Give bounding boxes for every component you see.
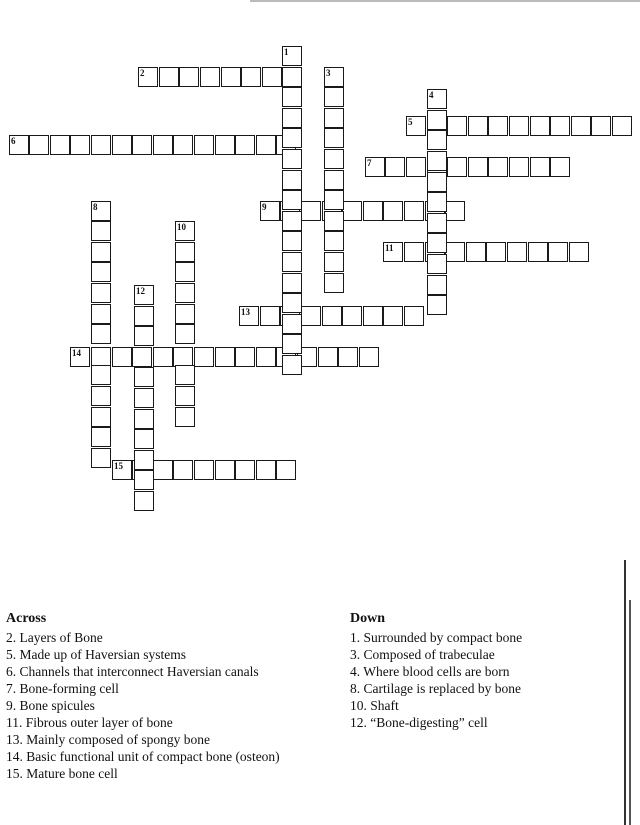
grid-cell[interactable] [468,116,488,136]
grid-cell[interactable] [282,231,302,251]
grid-cell[interactable] [235,460,255,480]
grid-cell[interactable] [548,242,568,262]
across-clue-11: 11. Fibrous outer layer of bone [6,715,173,730]
grid-cell[interactable] [112,347,132,367]
clue-number-11: 11 [385,243,394,253]
grid-cell[interactable] [282,252,302,272]
clue-number-5: 5 [408,117,413,127]
across-clue-15: 15. Mature bone cell [6,766,118,781]
grid-cell[interactable] [318,347,338,367]
grid-cell[interactable] [282,108,302,128]
grid-cell[interactable] [427,254,447,274]
grid-cell[interactable] [175,304,195,324]
grid-cell[interactable] [322,306,342,326]
grid-cell[interactable] [385,157,405,177]
grid-cell[interactable] [175,407,195,427]
grid-cell[interactable] [427,275,447,295]
grid-cell[interactable] [153,347,173,367]
grid-cell[interactable] [91,242,111,262]
grid-cell[interactable] [509,116,529,136]
clue-number-7: 7 [367,158,372,168]
grid-cell[interactable] [324,87,344,107]
grid-cell[interactable] [173,135,193,155]
grid-cell[interactable] [241,67,261,87]
grid-cell[interactable] [427,213,447,233]
clue-number-3: 3 [326,68,331,78]
grid-cell[interactable] [530,157,550,177]
grid-cell[interactable] [282,170,302,190]
grid-cell[interactable] [282,273,302,293]
grid-cell[interactable] [179,67,199,87]
grid-cell[interactable] [91,448,111,468]
grid-cell[interactable] [200,67,220,87]
grid-cell[interactable] [134,326,154,346]
grid-cell[interactable] [175,283,195,303]
grid-cell[interactable] [324,252,344,272]
grid-cell[interactable] [507,242,527,262]
clue-number-4: 4 [429,90,434,100]
grid-cell[interactable] [256,135,276,155]
grid-cell[interactable] [282,334,302,354]
grid-cell[interactable] [427,151,447,171]
grid-cell[interactable] [91,283,111,303]
grid-cell[interactable] [427,172,447,192]
grid-cell[interactable] [486,242,506,262]
across-clue-7: 7. Bone-forming cell [6,681,119,696]
grid-cell[interactable] [159,67,179,87]
down-clue-1: 1. Surrounded by compact bone [350,630,523,645]
grid-cell[interactable] [342,201,362,221]
across-clue-2: 2. Layers of Bone [6,630,103,645]
grid-cell[interactable] [324,211,344,231]
grid-cell[interactable] [301,201,321,221]
grid-cell[interactable] [112,135,132,155]
grid-cell[interactable] [260,306,280,326]
grid-cell[interactable] [175,324,195,344]
grid-cell[interactable] [91,407,111,427]
grid-cell[interactable] [91,324,111,344]
grid-cell[interactable] [134,491,154,511]
grid-cell[interactable] [173,460,193,480]
clue-number-10: 10 [177,222,186,232]
grid-cell[interactable] [175,262,195,282]
down-heading: Down [350,611,386,626]
grid-cell[interactable] [282,87,302,107]
grid-cell[interactable] [324,149,344,169]
grid-cell[interactable] [427,110,447,130]
grid-cell[interactable] [282,293,302,313]
grid-cell[interactable] [50,135,70,155]
grid-cell[interactable] [175,242,195,262]
grid-cell[interactable] [194,135,214,155]
grid-cell[interactable] [404,306,424,326]
down-clues [350,610,522,731]
grid-cell[interactable] [324,128,344,148]
grid-cell[interactable] [488,116,508,136]
grid-cell[interactable] [29,135,49,155]
grid-cell[interactable] [324,170,344,190]
grid-cell[interactable] [194,347,214,367]
grid-cell[interactable] [134,388,154,408]
grid-cell[interactable] [612,116,632,136]
grid-cell[interactable] [363,306,383,326]
grid-cell[interactable] [550,157,570,177]
grid-cell[interactable] [363,201,383,221]
across-clue-5: 5. Made up of Haversian systems [6,647,186,662]
grid-cell[interactable] [235,347,255,367]
grid-cell[interactable] [383,201,403,221]
grid-cell[interactable] [528,242,548,262]
grid-cell[interactable] [91,221,111,241]
grid-cell[interactable] [132,135,152,155]
grid-cell[interactable] [262,67,282,87]
grid-cell[interactable] [571,116,591,136]
grid-cell[interactable] [324,108,344,128]
grid-cell[interactable] [215,460,235,480]
grid-cell[interactable] [427,295,447,315]
grid-cell[interactable] [550,116,570,136]
grid-cell[interactable] [153,135,173,155]
grid-cell[interactable] [427,192,447,212]
grid-cell[interactable] [256,460,276,480]
across-heading: Across [6,611,47,626]
grid-cell[interactable] [215,347,235,367]
clue-number-6: 6 [11,136,16,146]
clue-number-15: 15 [114,461,123,471]
across-clue-14: 14. Basic functional unit of compact bone (osteon) [6,749,280,764]
grid-cell[interactable] [569,242,589,262]
clue-number-1: 1 [284,47,289,57]
grid-cell[interactable] [427,233,447,253]
grid-cell[interactable] [591,116,611,136]
grid-cell[interactable] [338,347,358,367]
grid-cell[interactable] [447,116,467,136]
grid-cell[interactable] [282,355,302,375]
grid-cell[interactable] [404,201,424,221]
grid-cell[interactable] [445,201,465,221]
down-clue-10: 10. Shaft [350,698,399,713]
down-clue-4: 4. Where blood cells are born [350,664,510,679]
grid-cell[interactable] [134,429,154,449]
grid-cell[interactable] [282,128,302,148]
clue-number-14: 14 [72,348,81,358]
clue-number-12: 12 [136,286,145,296]
grid-cell[interactable] [134,450,154,470]
grid-cell[interactable] [282,190,302,210]
grid-cell[interactable] [91,135,111,155]
grid-cell[interactable] [406,157,426,177]
grid-cell[interactable] [134,367,154,387]
down-clue-8: 8. Cartilage is replaced by bone [350,681,521,696]
grid-cell[interactable] [342,306,362,326]
grid-cell[interactable] [427,130,447,150]
grid-cell[interactable] [175,386,195,406]
grid-cell[interactable] [324,273,344,293]
grid-cell[interactable] [173,347,193,367]
clue-number-9: 9 [262,202,267,212]
grid-cell[interactable] [91,386,111,406]
grid-cell[interactable] [91,262,111,282]
grid-cell[interactable] [153,460,173,480]
grid-cell[interactable] [509,157,529,177]
grid-cell[interactable] [447,157,467,177]
grid-cell[interactable] [404,242,424,262]
grid-cell[interactable] [359,347,379,367]
grid-cell[interactable] [324,231,344,251]
grid-cell[interactable] [282,67,302,87]
grid-cell[interactable] [301,306,321,326]
grid-cell[interactable] [276,460,296,480]
grid-cell[interactable] [91,304,111,324]
grid-cell[interactable] [488,157,508,177]
across-clue-6: 6. Channels that interconnect Haversian canals [6,664,259,679]
grid-cell[interactable] [282,149,302,169]
grid-cell[interactable] [134,306,154,326]
grid-cell[interactable] [134,409,154,429]
down-clue-12: 12. “Bone-digesting” cell [350,715,488,730]
grid-cell[interactable] [91,365,111,385]
clue-number-8: 8 [93,202,98,212]
across-clue-13: 13. Mainly composed of spongy bone [6,732,210,747]
grid-cell[interactable] [132,347,152,367]
grid-cell[interactable] [282,211,302,231]
grid-cell[interactable] [383,306,403,326]
clue-number-13: 13 [241,307,250,317]
across-clues [6,610,280,782]
grid-cell[interactable] [134,470,154,490]
grid-cell[interactable] [530,116,550,136]
grid-cell[interactable] [194,460,214,480]
grid-cell[interactable] [324,190,344,210]
grid-cell[interactable] [235,135,255,155]
grid-cell[interactable] [70,135,90,155]
grid-cell[interactable] [221,67,241,87]
grid-cell[interactable] [282,314,302,334]
scan-edge-right-2 [629,600,631,825]
grid-cell[interactable] [91,347,111,367]
scan-edge-right [624,560,626,825]
down-clue-3: 3. Composed of trabeculae [350,647,495,662]
grid-cell[interactable] [445,242,465,262]
clue-number-2: 2 [140,68,145,78]
grid-cell[interactable] [256,347,276,367]
grid-cell[interactable] [175,365,195,385]
across-clue-9: 9. Bone spicules [6,698,95,713]
grid-cell[interactable] [466,242,486,262]
grid-cell[interactable] [468,157,488,177]
grid-cell[interactable] [215,135,235,155]
grid-cell[interactable] [91,427,111,447]
